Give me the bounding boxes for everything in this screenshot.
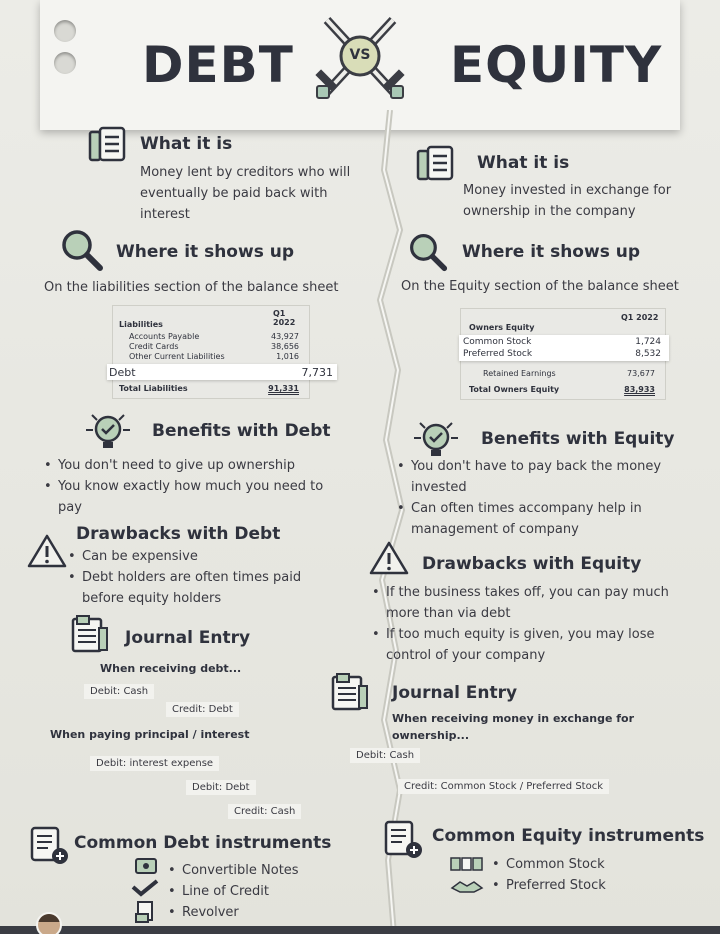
equity-journal-heading: Journal Entry — [392, 683, 518, 703]
journal-entry-chip: Debit: Cash — [350, 748, 420, 763]
equity-benefits-heading: Benefits with Equity — [481, 429, 675, 449]
equity-title: EQUITY — [450, 36, 663, 94]
magnifier-icon — [60, 228, 104, 272]
avatar — [36, 912, 62, 934]
equity-where-text: On the Equity section of the balance sheet — [401, 279, 679, 294]
journal-entry-chip: Credit: Common Stock / Preferred Stock — [398, 779, 609, 794]
lightbulb-check-icon — [412, 418, 460, 460]
list-item: before equity holders — [82, 591, 222, 606]
magnifier-icon — [408, 232, 448, 272]
list-item: invested — [411, 480, 467, 495]
list-item: • Debt holders are often times paid — [68, 567, 301, 588]
checklist-add-icon — [30, 826, 70, 866]
debt-what-text: Money lent by creditors who will eventually be paid back with interest — [140, 165, 351, 222]
highlight-row: Debt 7,731 — [107, 364, 337, 380]
list-item: • Can be expensive — [68, 546, 301, 567]
binder-hole — [54, 52, 76, 74]
list-item: • If too much equity is given, you may lose — [372, 624, 669, 645]
equity-what-text: Money invested in exchange for ownership in the company — [463, 183, 672, 219]
stock-certificate-icon — [450, 856, 484, 872]
list-item: pay — [58, 500, 82, 515]
warning-icon — [26, 533, 68, 569]
list-item: • Can often times accompany help in — [397, 498, 661, 519]
document-icon — [416, 145, 456, 183]
highlight-rows: Common Stock 1,724 Preferred Stock 8,532 — [459, 335, 669, 361]
journal-entry-chip: Debit: Cash — [84, 684, 154, 699]
list-item: • Common Stock — [492, 854, 606, 875]
list-item: • You don't need to give up ownership — [44, 455, 323, 476]
debt-what-heading: What it is — [140, 134, 233, 154]
list-item: • Revolver — [168, 902, 299, 923]
document-icon — [88, 126, 128, 164]
journal-icon — [70, 614, 110, 654]
list-item: control of your company — [386, 648, 546, 663]
checkmark-icon — [130, 878, 160, 898]
list-item: • You don't have to pay back the money — [397, 456, 661, 477]
debt-balance-sheet: Q1 2022 Liabilities Accounts Payable 43,927 Credit Cards 38,656 Other Current Liabilities 1,016 Debt 7,731 Total Liabilities 91,331 — [112, 305, 310, 399]
list-item: • Convertible Notes — [168, 860, 299, 881]
journal-entry-chip: Credit: Debt — [166, 702, 239, 717]
debt-benefits-heading: Benefits with Debt — [152, 421, 331, 441]
debt-benefits-list — [44, 455, 323, 518]
equity-journal-sub: When receiving money in exchange for ownership... — [392, 712, 635, 742]
debt-where-text: On the liabilities section of the balance sheet — [44, 280, 339, 295]
equity-benefits-list — [397, 456, 661, 540]
list-item: • If the business takes off, you can pay much — [372, 582, 669, 603]
list-item: management of company — [411, 522, 579, 537]
equity-drawbacks-list — [372, 582, 669, 666]
debt-drawbacks-heading: Drawbacks with Debt — [76, 524, 281, 544]
journal-entry-chip: Debit: interest expense — [90, 756, 219, 771]
footer-bar — [0, 926, 720, 934]
binder-hole — [54, 20, 76, 42]
debt-instruments-heading: Common Debt instruments — [74, 833, 332, 853]
debt-journal-sub1: When receiving debt... — [100, 662, 242, 675]
equity-drawbacks-heading: Drawbacks with Equity — [422, 554, 642, 574]
journal-entry-chip: Debit: Debt — [186, 780, 256, 795]
handshake-icon — [450, 878, 484, 894]
journal-entry-chip: Credit: Cash — [228, 804, 301, 819]
warning-icon — [368, 540, 410, 576]
equity-instruments-list — [492, 854, 606, 896]
vs-badge: VS — [349, 47, 371, 63]
list-item: • Preferred Stock — [492, 875, 606, 896]
lightbulb-check-icon — [84, 410, 132, 452]
debt-drawbacks-list — [68, 546, 301, 609]
debt-journal-sub2: When paying principal / interest — [50, 728, 250, 741]
list-item: • Line of Credit — [168, 881, 299, 902]
revolver-doc-icon — [134, 900, 158, 924]
journal-icon — [330, 672, 370, 712]
equity-what-heading: What it is — [477, 153, 570, 173]
equity-instruments-heading: Common Equity instruments — [432, 826, 705, 846]
equity-balance-sheet: Q1 2022 Owners Equity Common Stock 1,724 Preferred Stock 8,532 Retained Earnings 73,677 Total Owners Equity 83,933 — [460, 308, 666, 400]
debt-journal-heading: Journal Entry — [125, 628, 251, 648]
debt-title: DEBT — [142, 36, 294, 94]
list-item: more than via debt — [386, 606, 511, 621]
debt-where-heading: Where it shows up — [116, 242, 295, 262]
list-item: • You know exactly how much you need to — [44, 476, 323, 497]
note-icon — [134, 856, 160, 876]
equity-where-heading: Where it shows up — [462, 242, 641, 262]
checklist-add-icon — [384, 820, 424, 860]
debt-instruments-list — [168, 860, 299, 923]
